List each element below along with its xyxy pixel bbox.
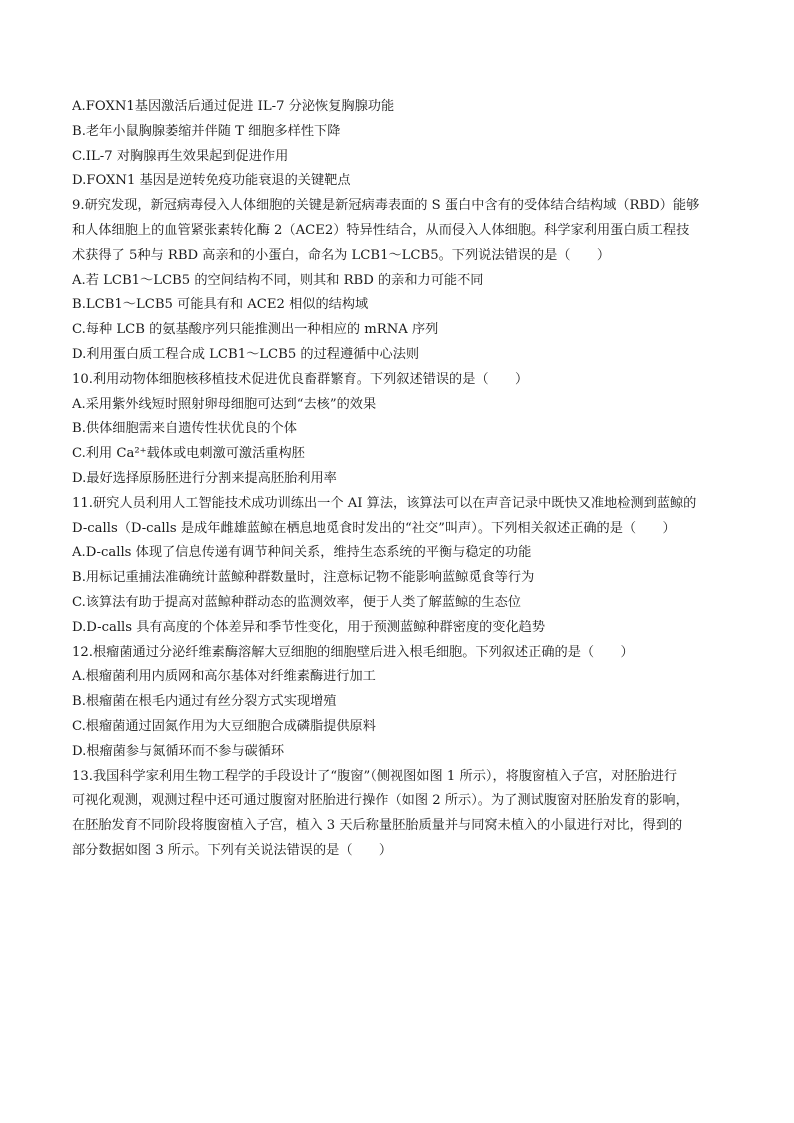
question-9-line-2: 和人体细胞上的血管紧张素转化酶 2（ACE2）特异性结合，从而侵入人体细胞。科学家利用蛋白质工程技 — [72, 222, 690, 238]
option-10c: C.利用 Ca²⁺载体或电刺激可激活重构胚 — [72, 446, 305, 462]
option-8c: C.IL-7 对胸腺再生效果起到促进作用 — [72, 148, 289, 164]
question-12: 12.根瘤菌通过分泌纤维素酶溶解大豆细胞的细胞壁后进入根毛细胞。下列叙述正确的是（ ） — [72, 644, 634, 660]
option-11d: D.D-calls 具有高度的个体差异和季节性变化，用于预测蓝鲸种群密度的变化趋势 — [72, 619, 546, 635]
question-13-line-2: 可视化观测，观测过程中还可通过腹窗对胚胎进行操作（如图 2 所示）。为了测试腹窗对胚胎发育的影响， — [72, 793, 689, 809]
question-10: 10.利用动物体细胞核移植技术促进优良畜群繁育。下列叙述错误的是（ ） — [72, 371, 529, 387]
question-11-line-2: D-calls（D-calls 是成年雌雄蓝鲸在栖息地觅食时发出的“社交”叫声）。下列相关叙述正确的是（ ） — [72, 520, 676, 536]
option-8d: D.FOXN1 基因是逆转免疫功能衰退的关键靶点 — [72, 173, 351, 189]
question-9-line-3: 术获得了 5种与 RBD 高亲和的小蛋白，命名为 LCB1～LCB5。下列说法错误的是（ ） — [72, 247, 611, 263]
option-9a: A.若 LCB1～LCB5 的空间结构不同，则其和 RBD 的亲和力可能不同 — [72, 272, 484, 288]
option-11b: B.用标记重捕法准确统计蓝鲸种群数量时，注意标记物不能影响蓝鲸觅食等行为 — [72, 570, 535, 586]
option-11c: C.该算法有助于提高对蓝鲸种群动态的监测效率，便于人类了解蓝鲸的生态位 — [72, 594, 521, 610]
question-11-line-1: 11.研究人员利用人工智能技术成功训练出一个 AI 算法，该算法可以在声音记录中既快又准地检测到蓝鲸的 — [72, 495, 697, 511]
option-9c: C.每种 LCB 的氨基酸序列只能推测出一种相应的 mRNA 序列 — [72, 322, 439, 338]
option-12d: D.根瘤菌参与氮循环而不参与碳循环 — [72, 743, 285, 759]
option-8b: B.老年小鼠胸腺萎缩并伴随 T 细胞多样性下降 — [72, 123, 341, 139]
option-8a: A.FOXN1基因激活后通过促进 IL-7 分泌恢复胸腺功能 — [72, 99, 395, 114]
question-13-line-3: 在胚胎发育不同阶段将腹窗植入子宫，植入 3 天后称量胚胎质量并与同窝未植入的小鼠进行对比，得到的 — [72, 818, 683, 834]
question-9-line-1: 9.研究发现，新冠病毒侵入人体细胞的关键是新冠病毒表面的 S 蛋白中含有的受体结合结构域（RBD）能够 — [72, 198, 700, 214]
option-12b: B.根瘤菌在根毛内通过有丝分裂方式实现增殖 — [72, 694, 337, 710]
option-10b: B.供体细胞需来自遗传性状优良的个体 — [72, 421, 297, 437]
option-9b: B.LCB1～LCB5 可能具有和 ACE2 相似的结构域 — [72, 297, 369, 313]
option-12c: C.根瘤菌通过固氮作用为大豆细胞合成磷脂提供原料 — [72, 718, 376, 734]
option-10a: A.采用紫外线短时照射卵母细胞可达到“去核”的效果 — [72, 396, 377, 412]
option-12a: A.根瘤菌利用内质网和高尔基体对纤维素酶进行加工 — [72, 669, 376, 685]
option-10d: D.最好选择原肠胚进行分割来提高胚胎利用率 — [72, 470, 337, 486]
option-9d: D.利用蛋白质工程合成 LCB1～LCB5 的过程遵循中心法则 — [72, 346, 420, 362]
option-11a: A.D-calls 体现了信息传递有调节种间关系，维持生态系统的平衡与稳定的功能 — [72, 545, 532, 561]
question-13-line-4: 部分数据如图 3 所示。下列有关说法错误的是（ ） — [72, 842, 393, 858]
question-13-line-1: 13.我国科学家利用生物工程学的手段设计了“腹窗”（侧视图如图 1 所示），将腹窗植入子宫，对胚胎进行 — [72, 768, 678, 784]
